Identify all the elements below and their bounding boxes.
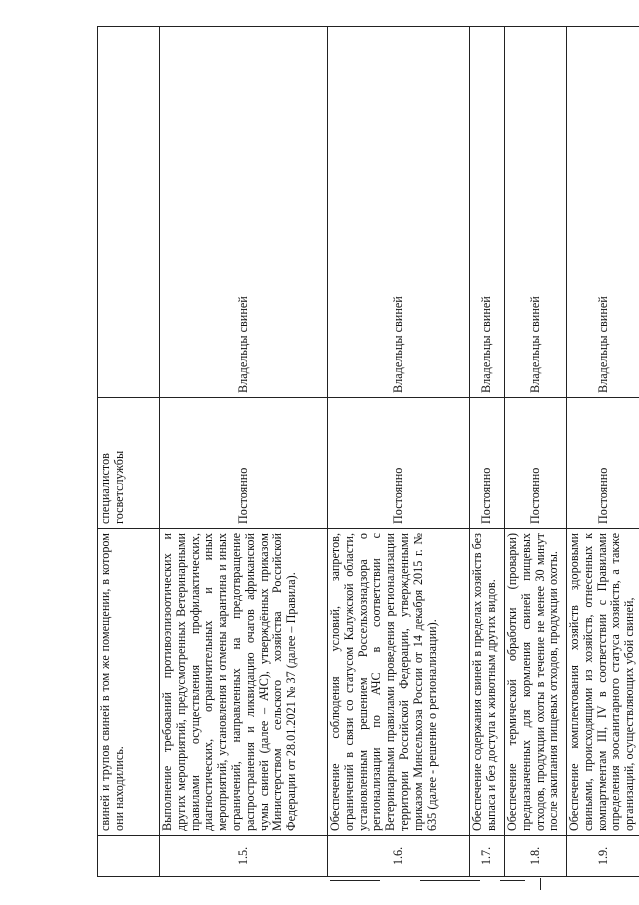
responsible-cell	[98, 27, 160, 398]
table-row	[470, 27, 505, 877]
measure-text: Обеспечение соблюдения условий, запретов, ограничений в связи со статусом Калужской области, установленным решением Россельхознадзора о регионализации по АЧС в соответствии с Ветеринарными правилами проведения регионализации территории Российской Федерации, утвержденными приказом Минсельхоза России от 14 декабря 2015 г. № 635 (далее - решение о регионализации).	[328, 529, 470, 836]
measure-text: свиней и трупов свиней в том же помещении, в котором они находились.	[98, 529, 160, 836]
table-row	[98, 27, 160, 877]
table-row	[160, 27, 328, 877]
scan-mark	[420, 880, 480, 881]
responsible-cell: Владельцы свиней	[567, 27, 639, 398]
deadline-cell: Постоянно	[505, 398, 567, 529]
deadline-cell: Постоянно	[470, 398, 505, 529]
responsible-cell: Владельцы свиней	[470, 27, 505, 398]
deadline-cell: Постоянно	[160, 398, 328, 529]
rotated-table-container	[97, 27, 639, 877]
row-number: 1.5.	[160, 836, 328, 877]
table-row	[328, 27, 470, 877]
scan-mark	[540, 878, 541, 890]
responsible-cell: Владельцы свиней	[505, 27, 567, 398]
scan-mark	[500, 880, 525, 881]
row-number: 1.8.	[505, 836, 567, 877]
scan-mark	[330, 880, 380, 881]
responsible-cell: Владельцы свиней	[160, 27, 328, 398]
row-number: 1.6.	[328, 836, 470, 877]
measure-text: Обеспечение комплектования хозяйств здоровыми свиньями, происходящими из хозяйств, отнесенных к компартментам III, IV в соответствии с Правилами определения зоосанитарного статуса хозяйств, а также организаций, осуществляющих убой свиней,	[567, 529, 639, 836]
row-number: 1.9.	[567, 836, 639, 877]
measure-text: Обеспечение содержания свиней в пределах хозяйств без выпаса и без доступа к животным других видов.	[470, 529, 505, 836]
row-number: 1.7.	[470, 836, 505, 877]
row-number	[98, 836, 160, 877]
deadline-cell: специалистов госветслужбы	[98, 398, 160, 529]
table-row	[505, 27, 567, 877]
measure-text: Выполнение требований противоэпизоотических и других мероприятий, предусмотренных Ветеринарными правилами осуществления профилактических, диагностических, ограничительных и иных мероприятий, установления и отмены карантина и иных ограничений, направленных на предотвращение распространения и ликвидацию очагов африканской чумы свиней (далее – АЧС), утверждённых приказом Министерством сельского хозяйства Российской Федерации от 28.01.2021 № 37 (далее – Правила).	[160, 529, 328, 836]
measures-table	[97, 26, 639, 877]
deadline-cell: Постоянно	[328, 398, 470, 529]
table-row	[567, 27, 639, 877]
measure-text: Обеспечение термической обработки (проварки) предназначенных для кормления свиней пищевых отходов, продукции охоты в течение не менее 30 минут после закипания пищевых отходов, продукции охоты.	[505, 529, 567, 836]
deadline-cell: Постоянно	[567, 398, 639, 529]
responsible-cell: Владельцы свиней	[328, 27, 470, 398]
